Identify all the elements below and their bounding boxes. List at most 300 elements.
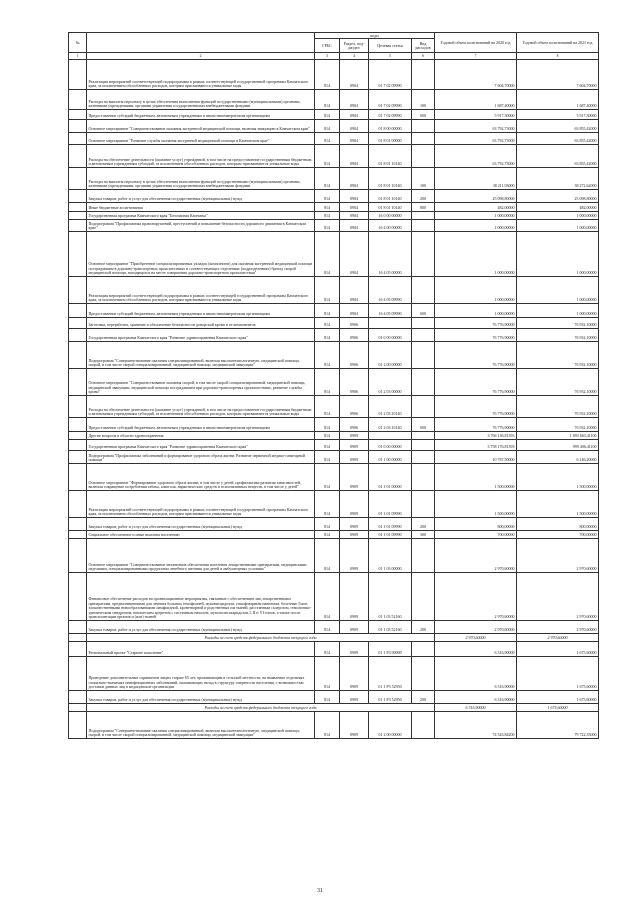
value-2021: 76 932,10000 (517, 317, 599, 328)
csr-code: 01 2 03 10140 (369, 417, 412, 431)
grbs-code: 814 (315, 328, 340, 341)
value-2020: 1 500,00000 (435, 463, 517, 490)
vr-code: 600 (412, 303, 435, 317)
grbs-code: 814 (315, 89, 340, 109)
value-2020: 1 687,40000 (435, 89, 517, 109)
grbs-code: 814 (315, 211, 340, 219)
grbs-code: 814 (315, 530, 340, 538)
table-row (69, 132, 599, 144)
razdel-code: 0909 (340, 656, 369, 690)
item-name: Расходы на обеспечение деятельности (оказание услуг) учреждений, в том числе на предоставление государственным бюджетным и автономным учреждениям субсидий, за исключением обособленных расходов, которым присваиваются уникальные коды (87, 395, 315, 417)
value-2021: 76 932,10000 (517, 341, 599, 368)
razdel-code: 0909 (340, 641, 369, 656)
num-cell (69, 463, 87, 490)
header-num: № (69, 33, 87, 53)
num-cell (69, 572, 87, 620)
value-2021: 1 000,00000 (517, 231, 599, 276)
num-cell (69, 368, 87, 395)
razdel-code: 0904 (340, 219, 369, 231)
csr-code: 01 8 01 00000 (369, 132, 412, 144)
item-name: Проведение дополнительных скринингов лицам старше 65 лет, проживающим в сельской местности, на выявление отдельных социально-значимых неинфекционных заболеваний, оказывающих вклад в структуру смертности населения, с возможностью доставки данных лиц в медицинские организации (87, 656, 315, 690)
table-row (69, 641, 599, 656)
grbs-code: 814 (315, 517, 340, 530)
colnum: 7 (435, 53, 517, 59)
csr-code: 01 1 03 52160 (369, 572, 412, 620)
item-name: Закупка товаров, работ и услуг для обеспечения государственных (муниципальных) нужд (87, 620, 315, 633)
item-name: Основное мероприятие "Развитие службы оказания экстренной медицинской помощи в Камчатском крае" (87, 132, 315, 144)
razdel-code: 0909 (340, 439, 369, 450)
table-row (69, 450, 599, 463)
num-cell (69, 431, 87, 439)
csr-code: 01 8 01 10140 (369, 189, 412, 202)
vr-code (412, 395, 435, 417)
csr-code (369, 431, 412, 439)
item-name: Основное мероприятие "Совершенствование оказания скорой, в том числе скорой специализированной, медицинской помощи, медицинской эвакуации, медицинской помощи пострадавшим при дорожно-транспортных происшествиях, развитие службы крови" (87, 368, 315, 395)
value-2021: 1 000,00000 (517, 303, 599, 317)
vr-code: 600 (412, 109, 435, 119)
num-cell (69, 132, 87, 144)
item-name: Реализация мероприятий соответствующей подпрограммы в рамках соответствующей государственной программы Камчатского края, за исключением обособленных расходов, которым присваиваются уникальные коды (87, 59, 315, 89)
value-2021: 1 687,40000 (517, 89, 599, 109)
value-2021: 800,00000 (517, 517, 599, 530)
item-name: Другие вопросы в области здравоохранения (87, 431, 315, 439)
page-number: 31 (317, 888, 323, 894)
value-2020: 76 776,90000 (435, 317, 517, 328)
razdel-code: 0904 (340, 119, 369, 132)
value-2020: 700,00000 (435, 530, 517, 538)
item-name: Подпрограмма "Совершенствование оказания специализированной, включая высокотехнологичную, медицинской помощи, скорой, в том числе скорой специализированной, медицинской помощи, медицинской эвакуации" (87, 711, 315, 738)
item-name: Расходы на выплаты персоналу в целях обеспечения выполнения функций государственными (муниципальными) органами, казенными учреждениями, органами управления государственными внебюджетными фондами (87, 167, 315, 189)
table-row (69, 530, 599, 538)
grbs-code: 814 (315, 132, 340, 144)
razdel-code: 0904 (340, 189, 369, 202)
value-2020: 63 792,73000 (435, 132, 517, 144)
value-2020: 2 970,60000 (435, 620, 517, 633)
num-cell (69, 417, 87, 431)
grbs-code: 814 (315, 572, 340, 620)
value-2021: 6 146,20000 (517, 450, 599, 463)
table-row (69, 317, 599, 328)
razdel-code: 0909 (340, 517, 369, 530)
grbs-code: 814 (315, 490, 340, 517)
value-2021: 38 272,62000 (517, 167, 599, 189)
csr-code: 01 1 03 00000 (369, 538, 412, 572)
colnum: 8 (517, 53, 599, 59)
table-row (69, 328, 599, 341)
grbs-code: 814 (315, 119, 340, 132)
vr-code: 300 (412, 530, 435, 538)
razdel-code: 0909 (340, 431, 369, 439)
num-cell (69, 144, 87, 167)
value-2020: 3 758 176,81393 (435, 439, 517, 450)
num-cell (69, 119, 87, 132)
note-text: Расходы за счет средств федерального бюджета текущего года (87, 703, 435, 711)
razdel-code: 0904 (340, 303, 369, 317)
vr-code: 200 (412, 517, 435, 530)
value-2021: 1 500,00000 (517, 463, 599, 490)
value-2021: 76 932,10000 (517, 395, 599, 417)
note-row (69, 703, 599, 711)
grbs-code: 814 (315, 620, 340, 633)
vr-code (412, 276, 435, 303)
value-2021: 76 932,10000 (517, 368, 599, 395)
value-2021: 76 932,10000 (517, 417, 599, 431)
value-2020: 76 776,90000 (435, 341, 517, 368)
vr-code (412, 439, 435, 450)
value-2020: 6 316,90000 (435, 690, 517, 703)
num-cell (69, 211, 87, 219)
value-2021: 63 855,42000 (517, 144, 599, 167)
grbs-code: 814 (315, 450, 340, 463)
grbs-code: 814 (315, 439, 340, 450)
csr-code: 01 2 00 00000 (369, 711, 412, 738)
vr-code (412, 144, 435, 167)
header-2020: Годовой объем ассигнований на 2020 год (435, 33, 517, 53)
value-2020: 6 316,90000 (435, 656, 517, 690)
num-cell (69, 620, 87, 633)
vr-code (412, 656, 435, 690)
vr-code (412, 317, 435, 328)
csr-code: 16 4 05 00000 (369, 231, 412, 276)
csr-code: 16 4 05 09990 (369, 303, 412, 317)
item-name: Предоставление субсидий бюджетным, автономным учреждениям и иным некоммерческим организациям (87, 303, 315, 317)
item-name: Подпрограмма "Совершенствование оказания специализированной, включая высокотехнологичную, медицинской помощи, скорой, в том числе скорой специализированной, медицинской помощи, медицинской эвакуации" (87, 341, 315, 368)
value-2021: 1 893 663,41100 (517, 431, 599, 439)
razdel-code: 0906 (340, 368, 369, 395)
value-2020: 1 000,00000 (435, 276, 517, 303)
vr-code (412, 211, 435, 219)
vr-code: 600 (412, 417, 435, 431)
value-2021: 999 406,41100 (517, 439, 599, 450)
razdel-code: 0909 (340, 620, 369, 633)
item-name: Реализация мероприятий соответствующей подпрограммы в рамках соответствующей государственной программы Камчатского края, за исключением обособленных расходов, которым присваиваются уникальные коды (87, 276, 315, 303)
razdel-code: 0909 (340, 530, 369, 538)
value-2020: 482,00000 (435, 202, 517, 211)
grbs-code: 814 (315, 219, 340, 231)
table-row (69, 144, 599, 167)
vr-code (412, 368, 435, 395)
value-2020: 10 787,50000 (435, 450, 517, 463)
csr-code: 01 0 00 00000 (369, 328, 412, 341)
num-cell (69, 641, 87, 656)
csr-code: 01 1 P3 00000 (369, 641, 412, 656)
num-cell (69, 202, 87, 211)
value-2020: 74 543,84200 (435, 711, 517, 738)
value-2021: 1 675,60000 (517, 641, 599, 656)
table-row (69, 219, 599, 231)
table-row (69, 276, 599, 303)
num-cell (69, 711, 87, 738)
colnum: 1 (69, 53, 87, 59)
razdel-code: 0906 (340, 317, 369, 328)
header-csr: Целевая статья (369, 39, 412, 53)
value-2020: 25 098,80000 (435, 189, 517, 202)
razdel-code: 0904 (340, 144, 369, 167)
razdel-code: 0909 (340, 490, 369, 517)
csr-code: 01 8 01 10140 (369, 202, 412, 211)
value-2021: 25 098,80000 (517, 189, 599, 202)
value-2020: 1 000,00000 (435, 303, 517, 317)
csr-code: 01 0 00 00000 (369, 439, 412, 450)
vr-code (412, 132, 435, 144)
value-2021: 1 000,00000 (517, 276, 599, 303)
item-name: Закупка товаров, работ и услуг для обеспечения государственных (муниципальных) нужд (87, 517, 315, 530)
value-2020: 2 970,60000 (435, 538, 517, 572)
csr-code: 01 7 02 09990 (369, 109, 412, 119)
table-row (69, 202, 599, 211)
razdel-code: 0909 (340, 450, 369, 463)
num-cell (69, 439, 87, 450)
num-cell (69, 219, 87, 231)
num-cell (69, 317, 87, 328)
vr-code: 200 (412, 620, 435, 633)
table-body (69, 59, 599, 738)
csr-code: 01 1 01 09990 (369, 490, 412, 517)
value-2020: 63 792,73000 (435, 119, 517, 132)
razdel-code: 0904 (340, 211, 369, 219)
item-name: Подпрограмма "Профилактика правонарушений, преступлений и повышение безопасности дорожного движения в Камчатском крае" (87, 219, 315, 231)
razdel-code: 0906 (340, 395, 369, 417)
vr-code: 200 (412, 189, 435, 202)
value-2021: 1 675,60000 (517, 656, 599, 690)
csr-code: 16 0 00 00000 (369, 211, 412, 219)
item-name: Государственная программа Камчатского края "Развитие здравоохранения Камчатского края" (87, 439, 315, 450)
value-2021: 63 855,42000 (517, 119, 599, 132)
value-2020: 63 792,73000 (435, 144, 517, 167)
razdel-code: 0904 (340, 109, 369, 119)
grbs-code: 814 (315, 231, 340, 276)
grbs-code: 814 (315, 202, 340, 211)
table-row (69, 538, 599, 572)
header-codes: коды (315, 33, 435, 39)
value-2020: 1 000,00000 (435, 211, 517, 219)
table-row (69, 690, 599, 703)
num-cell (69, 89, 87, 109)
table-row (69, 59, 599, 89)
grbs-code: 814 (315, 167, 340, 189)
vr-code (412, 490, 435, 517)
value-2020: 1 000,00000 (435, 219, 517, 231)
grbs-code: 814 (315, 656, 340, 690)
table-row (69, 189, 599, 202)
vr-code (412, 341, 435, 368)
razdel-code: 0904 (340, 276, 369, 303)
razdel-code: 0904 (340, 167, 369, 189)
vr-code (412, 711, 435, 738)
item-name: Государственная программа Камчатского края "Безопасная Камчатка" (87, 211, 315, 219)
value-2021: 2 970,60000 (517, 572, 599, 620)
value-2021: 1 500,00000 (517, 490, 599, 517)
num-cell (69, 189, 87, 202)
colnum: 3 (315, 53, 340, 59)
value-2021: 7 604,70000 (517, 59, 599, 89)
grbs-code: 814 (315, 368, 340, 395)
table-row (69, 620, 599, 633)
grbs-code: 814 (315, 463, 340, 490)
razdel-code: 0909 (340, 572, 369, 620)
item-name: Основное мероприятие "Формирование здорового образа жизни, в том числе у детей, профилактика развития зависимостей, включая сокращение потребления табака, алкоголя, наркотических средств и психоактивных веществ, в том числе у детей" (87, 463, 315, 490)
value-2021: 1 000,00000 (517, 219, 599, 231)
header-razdel: Раздел, под-раздел (340, 39, 369, 53)
num-cell (69, 303, 87, 317)
num-cell (69, 690, 87, 703)
csr-code: 01 7 02 09990 (369, 59, 412, 89)
value-2021: 63 855,42000 (517, 132, 599, 144)
item-name: Предоставление субсидий бюджетным, автономным учреждениям и иным некоммерческим организациям (87, 417, 315, 431)
value-2020: 5 917,30000 (435, 109, 517, 119)
razdel-code: 0906 (340, 417, 369, 431)
item-name: Основное мероприятие "Совершенствование оказания экстренной медицинской помощи, включая эвакуацию в Камчатском крае" (87, 119, 315, 132)
razdel-code: 0904 (340, 231, 369, 276)
item-name: Предоставление субсидий бюджетным, автономным учреждениям и иным некоммерческим организациям (87, 109, 315, 119)
item-name: Основное мероприятие "Совершенствование механизмов обеспечения населения лекарственными препаратами, медицинскими изделиями, специализированными продуктами лечебного питания для детей в амбулаторных условиях" (87, 538, 315, 572)
grbs-code: 814 (315, 641, 340, 656)
vr-code: 200 (412, 690, 435, 703)
value-2020: 800,00000 (435, 517, 517, 530)
item-name: Подпрограмма "Профилактика заболеваний и формирование здорового образа жизни. Развитие первичной медико-санитарной помощи" (87, 450, 315, 463)
grbs-code: 814 (315, 690, 340, 703)
csr-code: 01 1 01 09990 (369, 530, 412, 538)
value-2021: 76 932,10000 (517, 328, 599, 341)
note-row (69, 633, 599, 641)
colnum: 2 (87, 53, 315, 59)
table-row (69, 368, 599, 395)
grbs-code: 814 (315, 538, 340, 572)
value-2020: 6 316,90000 (435, 703, 517, 711)
num-cell (69, 656, 87, 690)
table-row (69, 431, 599, 439)
header-name (87, 33, 315, 53)
num-cell (69, 703, 87, 711)
csr-code: 01 1 01 09990 (369, 517, 412, 530)
table-row (69, 395, 599, 417)
grbs-code: 814 (315, 395, 340, 417)
colnum: 5 (369, 53, 412, 59)
csr-code: 01 2 00 00000 (369, 341, 412, 368)
grbs-code: 814 (315, 417, 340, 431)
value-2020: 3 766 136,81393 (435, 431, 517, 439)
value-2021: 2 970,60000 (517, 620, 599, 633)
vr-code (412, 119, 435, 132)
num-cell (69, 530, 87, 538)
grbs-code: 814 (315, 317, 340, 328)
header-vr: Вид расходов (412, 39, 435, 53)
razdel-code: 0904 (340, 202, 369, 211)
table-row (69, 167, 599, 189)
csr-code: 01 1 00 00000 (369, 450, 412, 463)
table-row (69, 89, 599, 109)
razdel-code: 0909 (340, 690, 369, 703)
value-2020: 76 776,90000 (435, 328, 517, 341)
csr-code: 16 4 05 09990 (369, 276, 412, 303)
grbs-code: 814 (315, 189, 340, 202)
item-name: Основное мероприятие "Приобретение специализированных укладок (комплектов) для оказания экстренной медицинской помощи пострадавшим в дорожно-транспортных происшествиях в соответствующих отделениях (подразделениях) бригад скорой медицинской помощи, находящихся на месте совершения дорожно-транспортного происшествия" (87, 231, 315, 276)
csr-code: 01 1 01 00000 (369, 463, 412, 490)
razdel-code: 0909 (340, 463, 369, 490)
vr-code (412, 538, 435, 572)
num-cell (69, 276, 87, 303)
vr-code (412, 463, 435, 490)
value-2020: 7 604,70000 (435, 59, 517, 89)
grbs-code: 814 (315, 341, 340, 368)
budget-page (68, 32, 598, 739)
vr-code (412, 219, 435, 231)
item-name: Закупка товаров, работ и услуг для обеспечения государственных (муниципальных) нужд (87, 690, 315, 703)
grbs-code: 814 (315, 276, 340, 303)
colnum: 6 (412, 53, 435, 59)
table-row (69, 490, 599, 517)
vr-code: 100 (412, 89, 435, 109)
num-cell (69, 538, 87, 572)
razdel-code: 0904 (340, 132, 369, 144)
vr-code (412, 231, 435, 276)
value-2021: 5 917,30000 (517, 109, 599, 119)
value-2021: 700,00000 (517, 530, 599, 538)
num-cell (69, 395, 87, 417)
value-2020: 76 776,90000 (435, 417, 517, 431)
num-cell (69, 490, 87, 517)
grbs-code: 814 (315, 109, 340, 119)
header-2021: Годовой объем ассигнований на 2021 год (517, 33, 599, 53)
razdel-code: 0904 (340, 89, 369, 109)
grbs-code: 814 (315, 711, 340, 738)
csr-code: 01 1 P3 52950 (369, 690, 412, 703)
table-row (69, 656, 599, 690)
table-row (69, 517, 599, 530)
num-cell (69, 633, 87, 641)
value-2020: 76 776,90000 (435, 368, 517, 395)
item-name: Региональный проект "Старшее поколение" (87, 641, 315, 656)
csr-code: 01 2 03 10140 (369, 395, 412, 417)
csr-code: 01 7 02 09990 (369, 89, 412, 109)
budget-table (68, 32, 599, 739)
table-row (69, 341, 599, 368)
item-name: Финансовое обеспечение расходов на организационные мероприятия, связанные с обеспечением лиц лекарственными препаратами, предназначенными для лечения больных гемофилией, муковисцидозом, гипофизарным нанизмом, болезнью Гоше, злокачественными новообразованиями лимфоидной, кроветворной и родственных им тканей, рассеянным склерозом, гемолитико-уремическим синдромом, юношеским артритом с системным началом, мукополисахаридозом I, II и VI типов, а также после трансплантации органов и (или) тканей (87, 572, 315, 620)
num-cell (69, 59, 87, 89)
razdel-code: 0904 (340, 59, 369, 89)
header-grbs: ГРБС (315, 39, 340, 53)
item-name: Расходы на обеспечение деятельности (оказание услуг) учреждений, в том числе на предоставление государственным бюджетным и автономным учреждениям субсидий, за исключением обособленных расходов, которым присваиваются уникальные коды (87, 144, 315, 167)
table-row (69, 119, 599, 132)
item-name: Государственная программа Камчатского края "Развитие здравоохранения Камчатского края" (87, 328, 315, 341)
razdel-code: 0909 (340, 538, 369, 572)
vr-code: 800 (412, 202, 435, 211)
vr-code (412, 641, 435, 656)
num-cell (69, 341, 87, 368)
item-name: Заготовка, переработка, хранение и обеспечение безопасности донорской крови и ее компонентов (87, 317, 315, 328)
value-2020: 76 776,90000 (435, 395, 517, 417)
num-cell (69, 517, 87, 530)
value-2020: 38 211,93000 (435, 167, 517, 189)
table-row (69, 211, 599, 219)
csr-code (369, 317, 412, 328)
value-2020: 6 316,90000 (435, 641, 517, 656)
value-2020: 2 970,60000 (435, 633, 517, 641)
vr-code (412, 572, 435, 620)
csr-code: 16 4 00 00000 (369, 219, 412, 231)
item-name: Закупка товаров, работ и услуг для обеспечения государственных (муниципальных) нужд (87, 189, 315, 202)
vr-code (412, 59, 435, 89)
csr-code: 01 1 P3 52950 (369, 656, 412, 690)
item-name: Реализация мероприятий соответствующей подпрограммы в рамках соответствующей государственной программы Камчатского края, за исключением обособленных расходов, которым присваиваются уникальные коды (87, 490, 315, 517)
table-row (69, 303, 599, 317)
table-row (69, 417, 599, 431)
table-row (69, 109, 599, 119)
num-cell (69, 328, 87, 341)
csr-code: 01 1 03 52160 (369, 620, 412, 633)
num-cell (69, 450, 87, 463)
item-name: Социальное обеспечение и иные выплаты населению (87, 530, 315, 538)
